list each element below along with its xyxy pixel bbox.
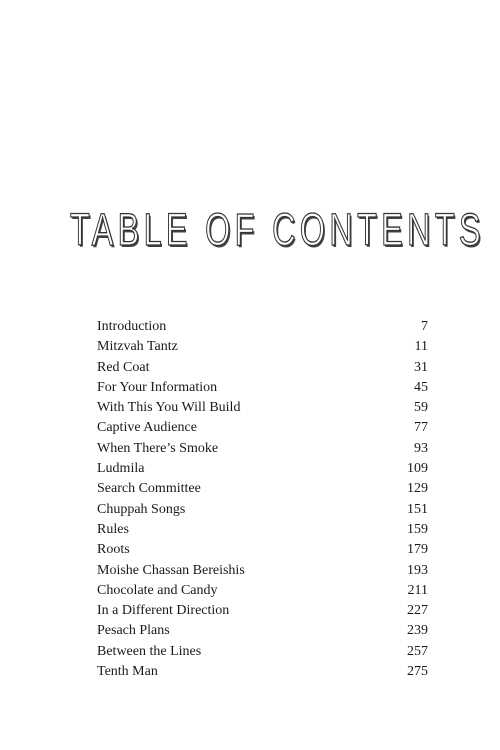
toc-entry-title: Between the Lines [97, 643, 202, 659]
toc-entry-title: Moishe Chassan Bereishis [97, 562, 245, 578]
toc-entry[interactable] [97, 317, 428, 337]
page-title: TABLE OF CONTENTS [70, 204, 485, 255]
toc-entry-title: Chuppah Songs [97, 501, 186, 517]
toc-entry[interactable] [97, 520, 428, 540]
toc-entry[interactable] [97, 621, 428, 641]
toc-entry[interactable] [97, 601, 428, 621]
toc-entry-page-number: 239 [407, 623, 428, 639]
toc-list [97, 317, 428, 682]
toc-entry-title: Search Committee [97, 481, 201, 497]
toc-entry-page-number: 257 [407, 643, 428, 659]
toc-entry-title: Introduction [97, 319, 167, 334]
toc-entry-page-number: 77 [414, 420, 428, 436]
toc-entry-title: When There’s Smoke [97, 440, 219, 456]
toc-entry[interactable] [97, 418, 428, 438]
toc-entry-title: Chocolate and Candy [97, 582, 218, 598]
toc-entry[interactable] [97, 662, 428, 682]
toc-entry-page-number: 31 [414, 359, 428, 375]
toc-entry[interactable] [97, 337, 428, 357]
toc-entry[interactable] [97, 398, 428, 418]
toc-entry[interactable] [97, 378, 428, 398]
toc-entry-page-number: 45 [414, 379, 428, 395]
toc-entry[interactable] [97, 581, 428, 601]
toc-entry[interactable] [97, 479, 428, 499]
toc-entry-page-number: 129 [407, 481, 428, 497]
toc-entry[interactable] [97, 540, 428, 560]
toc-entry[interactable] [97, 500, 428, 520]
toc-entry[interactable] [97, 561, 428, 581]
toc-entry-page-number: 275 [407, 664, 428, 680]
toc-entry-page-number: 211 [407, 582, 428, 598]
toc-entry[interactable] [97, 459, 428, 479]
toc-entry-page-number: 159 [407, 521, 428, 537]
toc-entry-title: Tenth Man [97, 664, 158, 680]
toc-entry-page-number: 193 [407, 562, 428, 578]
toc-entry-title: Red Coat [97, 359, 150, 375]
toc-entry-page-number: 11 [414, 339, 428, 355]
toc-entry-page-number: 109 [407, 461, 428, 477]
toc-entry-page-number: 227 [407, 603, 428, 619]
toc-entry-title: With This You Will Build [97, 400, 241, 416]
toc-entry-title: Captive Audience [97, 420, 197, 436]
toc-entry-title: Roots [97, 542, 130, 558]
toc-entry-title: Ludmila [97, 461, 145, 477]
toc-entry[interactable] [97, 358, 428, 378]
toc-entry-page-number: 151 [407, 501, 428, 517]
toc-entry[interactable] [97, 439, 428, 459]
toc-entry-page-number: 179 [407, 542, 428, 558]
toc-entry-page-number: 93 [414, 440, 428, 456]
toc-entry-title: In a Different Direction [97, 603, 230, 619]
toc-entry-page-number: 7 [421, 319, 428, 334]
toc-entry[interactable] [97, 642, 428, 662]
toc-entry-title: Mitzvah Tantz [97, 339, 178, 355]
toc-entry-title: Rules [97, 521, 129, 537]
toc-entry-page-number: 59 [414, 400, 428, 416]
toc-entry-title: For Your Information [97, 379, 218, 395]
toc-entry-title: Pesach Plans [97, 623, 170, 639]
